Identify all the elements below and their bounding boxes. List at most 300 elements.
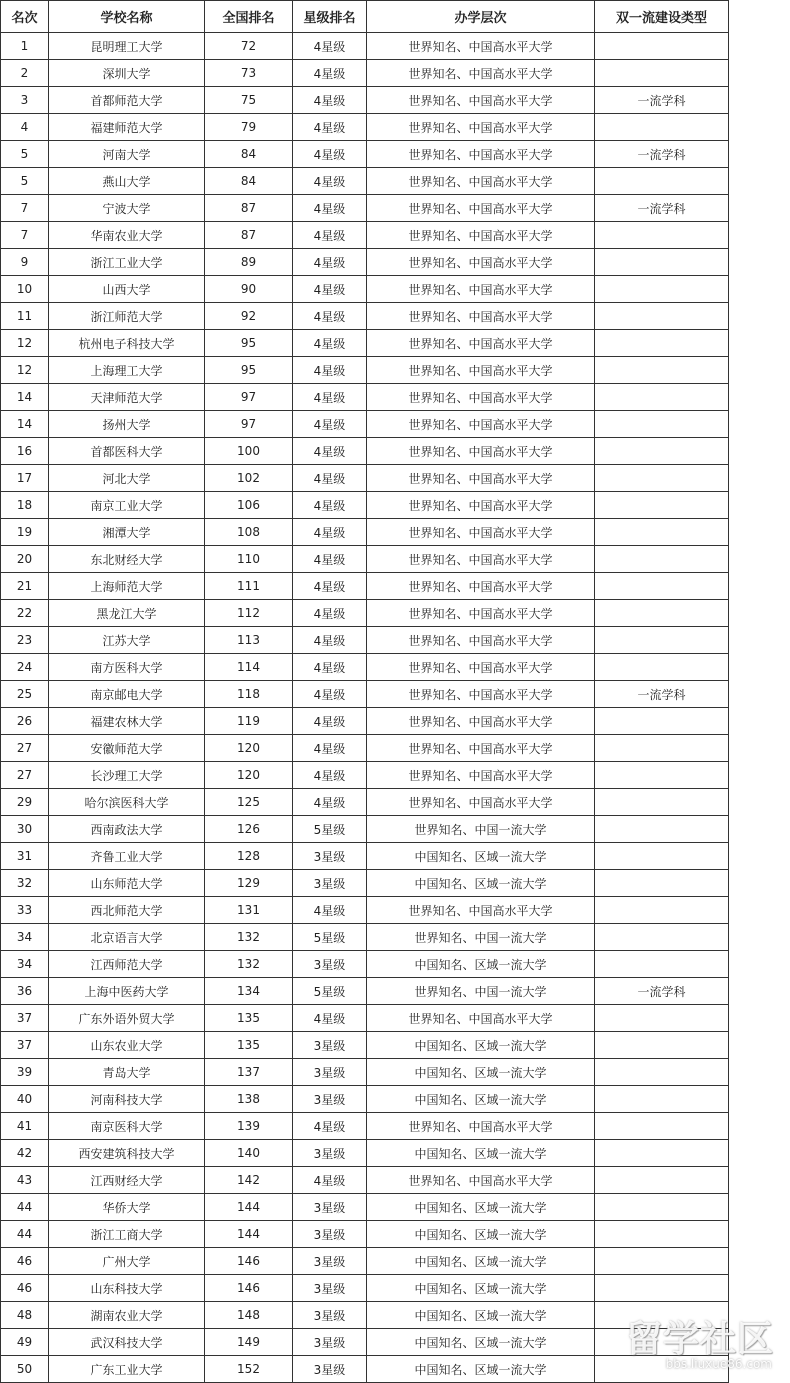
cell-rank: 34 (1, 951, 49, 978)
table-row (1, 573, 729, 600)
cell-rank: 9 (1, 249, 49, 276)
cell-rank: 11 (1, 303, 49, 330)
cell-star-rank: 4星级 (293, 87, 367, 114)
cell-star-rank: 4星级 (293, 1167, 367, 1194)
cell-star-rank: 4星级 (293, 168, 367, 195)
cell-national-rank: 125 (205, 789, 293, 816)
cell-school-name: 长沙理工大学 (49, 762, 205, 789)
cell-rank: 5 (1, 168, 49, 195)
cell-school-name: 山西大学 (49, 276, 205, 303)
cell-rank: 19 (1, 519, 49, 546)
cell-school-level: 中国知名、区域一流大学 (367, 1302, 595, 1329)
cell-school-level: 世界知名、中国高水平大学 (367, 897, 595, 924)
cell-school-level: 世界知名、中国高水平大学 (367, 168, 595, 195)
cell-star-rank: 4星级 (293, 681, 367, 708)
cell-school-level: 世界知名、中国高水平大学 (367, 600, 595, 627)
cell-star-rank: 4星级 (293, 546, 367, 573)
cell-national-rank: 132 (205, 924, 293, 951)
cell-double-first-class-type (595, 1356, 729, 1383)
cell-double-first-class-type (595, 843, 729, 870)
table-row (1, 357, 729, 384)
cell-school-level: 世界知名、中国一流大学 (367, 816, 595, 843)
cell-rank: 40 (1, 1086, 49, 1113)
table-row (1, 1275, 729, 1302)
table-row (1, 897, 729, 924)
cell-double-first-class-type: 一流学科 (595, 87, 729, 114)
cell-double-first-class-type (595, 762, 729, 789)
cell-school-name: 深圳大学 (49, 60, 205, 87)
cell-school-name: 燕山大学 (49, 168, 205, 195)
cell-school-level: 世界知名、中国高水平大学 (367, 60, 595, 87)
cell-school-level: 中国知名、区域一流大学 (367, 1275, 595, 1302)
cell-school-level: 世界知名、中国高水平大学 (367, 303, 595, 330)
cell-star-rank: 3星级 (293, 1329, 367, 1356)
cell-school-name: 安徽师范大学 (49, 735, 205, 762)
cell-national-rank: 119 (205, 708, 293, 735)
table-row (1, 438, 729, 465)
cell-school-name: 哈尔滨医科大学 (49, 789, 205, 816)
cell-school-name: 南方医科大学 (49, 654, 205, 681)
cell-school-name: 南京医科大学 (49, 1113, 205, 1140)
cell-double-first-class-type (595, 1167, 729, 1194)
cell-school-name: 西安建筑科技大学 (49, 1140, 205, 1167)
cell-school-level: 世界知名、中国高水平大学 (367, 87, 595, 114)
cell-rank: 42 (1, 1140, 49, 1167)
cell-school-name: 昆明理工大学 (49, 33, 205, 60)
cell-double-first-class-type (595, 168, 729, 195)
table-row (1, 195, 729, 222)
cell-rank: 17 (1, 465, 49, 492)
cell-rank: 33 (1, 897, 49, 924)
cell-national-rank: 97 (205, 384, 293, 411)
cell-school-name: 首都师范大学 (49, 87, 205, 114)
cell-school-level: 中国知名、区域一流大学 (367, 1032, 595, 1059)
cell-school-name: 黑龙江大学 (49, 600, 205, 627)
cell-school-level: 世界知名、中国高水平大学 (367, 465, 595, 492)
cell-school-level: 中国知名、区域一流大学 (367, 843, 595, 870)
table-row (1, 249, 729, 276)
cell-star-rank: 4星级 (293, 222, 367, 249)
cell-rank: 14 (1, 411, 49, 438)
cell-national-rank: 106 (205, 492, 293, 519)
cell-rank: 12 (1, 357, 49, 384)
cell-school-level: 世界知名、中国高水平大学 (367, 438, 595, 465)
cell-national-rank: 113 (205, 627, 293, 654)
cell-rank: 34 (1, 924, 49, 951)
cell-star-rank: 4星级 (293, 519, 367, 546)
cell-star-rank: 4星级 (293, 762, 367, 789)
cell-star-rank: 4星级 (293, 492, 367, 519)
cell-school-name: 湖南农业大学 (49, 1302, 205, 1329)
table-row (1, 735, 729, 762)
cell-national-rank: 144 (205, 1221, 293, 1248)
cell-national-rank: 138 (205, 1086, 293, 1113)
cell-rank: 27 (1, 735, 49, 762)
table-row (1, 816, 729, 843)
cell-rank: 12 (1, 330, 49, 357)
cell-national-rank: 134 (205, 978, 293, 1005)
cell-national-rank: 152 (205, 1356, 293, 1383)
cell-national-rank: 126 (205, 816, 293, 843)
cell-star-rank: 4星级 (293, 249, 367, 276)
cell-school-name: 福建农林大学 (49, 708, 205, 735)
cell-national-rank: 108 (205, 519, 293, 546)
cell-star-rank: 4星级 (293, 114, 367, 141)
cell-rank: 16 (1, 438, 49, 465)
cell-double-first-class-type (595, 546, 729, 573)
watermark-url: bbs.liuxue86.com (665, 1357, 772, 1371)
cell-rank: 36 (1, 978, 49, 1005)
cell-school-level: 世界知名、中国高水平大学 (367, 222, 595, 249)
cell-school-name: 扬州大学 (49, 411, 205, 438)
cell-school-name: 福建师范大学 (49, 114, 205, 141)
cell-star-rank: 4星级 (293, 1005, 367, 1032)
table-row (1, 60, 729, 87)
cell-rank: 7 (1, 222, 49, 249)
cell-rank: 10 (1, 276, 49, 303)
cell-rank: 32 (1, 870, 49, 897)
table-header-row (1, 1, 729, 33)
cell-star-rank: 3星级 (293, 1275, 367, 1302)
cell-school-level: 世界知名、中国高水平大学 (367, 654, 595, 681)
cell-school-name: 南京工业大学 (49, 492, 205, 519)
cell-national-rank: 129 (205, 870, 293, 897)
cell-rank: 24 (1, 654, 49, 681)
table-row (1, 168, 729, 195)
cell-double-first-class-type (595, 897, 729, 924)
cell-school-name: 武汉科技大学 (49, 1329, 205, 1356)
cell-star-rank: 4星级 (293, 303, 367, 330)
cell-double-first-class-type (595, 249, 729, 276)
table-row (1, 978, 729, 1005)
cell-rank: 44 (1, 1194, 49, 1221)
table-row (1, 1248, 729, 1275)
cell-national-rank: 135 (205, 1005, 293, 1032)
cell-school-name: 上海师范大学 (49, 573, 205, 600)
cell-school-level: 世界知名、中国高水平大学 (367, 492, 595, 519)
cell-school-level: 中国知名、区域一流大学 (367, 1221, 595, 1248)
cell-school-level: 中国知名、区域一流大学 (367, 1059, 595, 1086)
cell-rank: 43 (1, 1167, 49, 1194)
table-row (1, 411, 729, 438)
table-row (1, 654, 729, 681)
cell-double-first-class-type (595, 1302, 729, 1329)
cell-star-rank: 3星级 (293, 1356, 367, 1383)
cell-school-name: 华侨大学 (49, 1194, 205, 1221)
cell-school-name: 北京语言大学 (49, 924, 205, 951)
cell-national-rank: 79 (205, 114, 293, 141)
cell-star-rank: 4星级 (293, 276, 367, 303)
table-row (1, 1329, 729, 1356)
cell-school-name: 江西财经大学 (49, 1167, 205, 1194)
cell-rank: 41 (1, 1113, 49, 1140)
table-row (1, 303, 729, 330)
cell-double-first-class-type (595, 1194, 729, 1221)
cell-star-rank: 3星级 (293, 1086, 367, 1113)
table-row (1, 951, 729, 978)
cell-star-rank: 4星级 (293, 384, 367, 411)
table-row (1, 789, 729, 816)
cell-national-rank: 120 (205, 762, 293, 789)
cell-school-level: 中国知名、区域一流大学 (367, 1356, 595, 1383)
table-row (1, 1167, 729, 1194)
table-row (1, 1221, 729, 1248)
table-row (1, 1302, 729, 1329)
cell-school-level: 世界知名、中国高水平大学 (367, 1113, 595, 1140)
cell-double-first-class-type (595, 492, 729, 519)
cell-star-rank: 4星级 (293, 654, 367, 681)
cell-national-rank: 139 (205, 1113, 293, 1140)
cell-double-first-class-type (595, 816, 729, 843)
cell-national-rank: 110 (205, 546, 293, 573)
table-row (1, 681, 729, 708)
cell-rank: 29 (1, 789, 49, 816)
cell-star-rank: 5星级 (293, 924, 367, 951)
cell-rank: 1 (1, 33, 49, 60)
cell-school-level: 世界知名、中国一流大学 (367, 924, 595, 951)
cell-star-rank: 3星级 (293, 951, 367, 978)
header-school-level: 办学层次 (367, 1, 595, 33)
cell-school-level: 世界知名、中国高水平大学 (367, 249, 595, 276)
cell-school-level: 世界知名、中国高水平大学 (367, 330, 595, 357)
cell-school-name: 南京邮电大学 (49, 681, 205, 708)
cell-double-first-class-type (595, 708, 729, 735)
cell-school-level: 世界知名、中国高水平大学 (367, 735, 595, 762)
cell-double-first-class-type (595, 1086, 729, 1113)
table-row (1, 1005, 729, 1032)
cell-national-rank: 132 (205, 951, 293, 978)
cell-school-name: 广东外语外贸大学 (49, 1005, 205, 1032)
cell-star-rank: 3星级 (293, 1194, 367, 1221)
cell-rank: 14 (1, 384, 49, 411)
cell-star-rank: 4星级 (293, 897, 367, 924)
cell-national-rank: 118 (205, 681, 293, 708)
cell-double-first-class-type (595, 1275, 729, 1302)
cell-school-level: 中国知名、区域一流大学 (367, 870, 595, 897)
cell-double-first-class-type (595, 1221, 729, 1248)
cell-school-name: 齐鲁工业大学 (49, 843, 205, 870)
table-row (1, 222, 729, 249)
cell-double-first-class-type (595, 870, 729, 897)
cell-double-first-class-type (595, 573, 729, 600)
table-row (1, 1194, 729, 1221)
cell-rank: 26 (1, 708, 49, 735)
cell-double-first-class-type (595, 438, 729, 465)
cell-national-rank: 73 (205, 60, 293, 87)
table-row (1, 114, 729, 141)
cell-school-name: 上海理工大学 (49, 357, 205, 384)
cell-double-first-class-type (595, 789, 729, 816)
cell-rank: 44 (1, 1221, 49, 1248)
cell-star-rank: 4星级 (293, 438, 367, 465)
cell-double-first-class-type (595, 114, 729, 141)
cell-national-rank: 146 (205, 1248, 293, 1275)
cell-rank: 25 (1, 681, 49, 708)
table-row (1, 1140, 729, 1167)
cell-school-level: 世界知名、中国高水平大学 (367, 1167, 595, 1194)
cell-school-level: 世界知名、中国高水平大学 (367, 114, 595, 141)
cell-school-level: 世界知名、中国高水平大学 (367, 276, 595, 303)
cell-rank: 4 (1, 114, 49, 141)
header-rank: 名次 (1, 1, 49, 33)
cell-school-name: 广州大学 (49, 1248, 205, 1275)
cell-school-level: 世界知名、中国高水平大学 (367, 789, 595, 816)
cell-rank: 46 (1, 1275, 49, 1302)
table-row (1, 843, 729, 870)
cell-rank: 46 (1, 1248, 49, 1275)
cell-school-level: 中国知名、区域一流大学 (367, 1194, 595, 1221)
cell-national-rank: 75 (205, 87, 293, 114)
cell-star-rank: 3星级 (293, 870, 367, 897)
header-school-name: 学校名称 (49, 1, 205, 33)
cell-school-level: 世界知名、中国高水平大学 (367, 627, 595, 654)
cell-school-level: 世界知名、中国高水平大学 (367, 573, 595, 600)
cell-national-rank: 95 (205, 357, 293, 384)
cell-double-first-class-type (595, 330, 729, 357)
cell-rank: 48 (1, 1302, 49, 1329)
cell-school-level: 世界知名、中国高水平大学 (367, 384, 595, 411)
cell-rank: 2 (1, 60, 49, 87)
cell-rank: 49 (1, 1329, 49, 1356)
cell-rank: 18 (1, 492, 49, 519)
cell-double-first-class-type (595, 465, 729, 492)
cell-national-rank: 146 (205, 1275, 293, 1302)
cell-national-rank: 84 (205, 168, 293, 195)
cell-school-name: 西南政法大学 (49, 816, 205, 843)
cell-star-rank: 4星级 (293, 627, 367, 654)
cell-rank: 30 (1, 816, 49, 843)
cell-school-name: 浙江工业大学 (49, 249, 205, 276)
cell-star-rank: 3星级 (293, 1221, 367, 1248)
cell-national-rank: 90 (205, 276, 293, 303)
cell-double-first-class-type (595, 411, 729, 438)
cell-national-rank: 120 (205, 735, 293, 762)
cell-rank: 20 (1, 546, 49, 573)
cell-school-level: 世界知名、中国高水平大学 (367, 33, 595, 60)
cell-national-rank: 89 (205, 249, 293, 276)
cell-school-level: 中国知名、区域一流大学 (367, 1140, 595, 1167)
cell-double-first-class-type: 一流学科 (595, 978, 729, 1005)
cell-star-rank: 3星级 (293, 1032, 367, 1059)
cell-national-rank: 97 (205, 411, 293, 438)
cell-school-name: 宁波大学 (49, 195, 205, 222)
watermark-title: 留学社区 (625, 1319, 774, 1360)
cell-rank: 37 (1, 1005, 49, 1032)
table-row (1, 141, 729, 168)
cell-star-rank: 4星级 (293, 60, 367, 87)
table-row (1, 627, 729, 654)
cell-double-first-class-type (595, 1005, 729, 1032)
cell-school-level: 世界知名、中国高水平大学 (367, 1005, 595, 1032)
cell-double-first-class-type (595, 60, 729, 87)
cell-star-rank: 4星级 (293, 708, 367, 735)
table-row (1, 465, 729, 492)
cell-school-name: 东北财经大学 (49, 546, 205, 573)
cell-double-first-class-type: 一流学科 (595, 141, 729, 168)
header-double-first-class-type: 双一流建设类型 (595, 1, 729, 33)
cell-star-rank: 4星级 (293, 195, 367, 222)
cell-star-rank: 3星级 (293, 1140, 367, 1167)
cell-national-rank: 95 (205, 330, 293, 357)
cell-rank: 27 (1, 762, 49, 789)
cell-school-level: 世界知名、中国高水平大学 (367, 546, 595, 573)
cell-national-rank: 112 (205, 600, 293, 627)
table-row (1, 492, 729, 519)
cell-national-rank: 114 (205, 654, 293, 681)
table-row (1, 276, 729, 303)
cell-star-rank: 3星级 (293, 1059, 367, 1086)
cell-double-first-class-type: 一流学科 (595, 195, 729, 222)
cell-school-name: 江苏大学 (49, 627, 205, 654)
cell-rank: 7 (1, 195, 49, 222)
cell-star-rank: 4星级 (293, 1113, 367, 1140)
cell-national-rank: 142 (205, 1167, 293, 1194)
cell-double-first-class-type (595, 600, 729, 627)
cell-national-rank: 87 (205, 195, 293, 222)
cell-star-rank: 4星级 (293, 330, 367, 357)
table-row (1, 924, 729, 951)
cell-national-rank: 87 (205, 222, 293, 249)
cell-star-rank: 4星级 (293, 357, 367, 384)
cell-school-name: 西北师范大学 (49, 897, 205, 924)
cell-school-name: 华南农业大学 (49, 222, 205, 249)
cell-double-first-class-type (595, 654, 729, 681)
header-star-rank: 星级排名 (293, 1, 367, 33)
cell-double-first-class-type (595, 951, 729, 978)
cell-national-rank: 92 (205, 303, 293, 330)
cell-school-name: 天津师范大学 (49, 384, 205, 411)
cell-star-rank: 4星级 (293, 465, 367, 492)
cell-double-first-class-type (595, 1248, 729, 1275)
cell-school-level: 世界知名、中国高水平大学 (367, 519, 595, 546)
cell-national-rank: 140 (205, 1140, 293, 1167)
table-row (1, 1059, 729, 1086)
cell-school-level: 世界知名、中国高水平大学 (367, 141, 595, 168)
cell-national-rank: 137 (205, 1059, 293, 1086)
cell-school-name: 湘潭大学 (49, 519, 205, 546)
cell-school-name: 浙江师范大学 (49, 303, 205, 330)
table-row (1, 330, 729, 357)
cell-double-first-class-type (595, 519, 729, 546)
cell-double-first-class-type (595, 384, 729, 411)
cell-star-rank: 4星级 (293, 141, 367, 168)
cell-rank: 39 (1, 1059, 49, 1086)
table-row (1, 1086, 729, 1113)
cell-double-first-class-type (595, 627, 729, 654)
cell-double-first-class-type (595, 357, 729, 384)
cell-national-rank: 128 (205, 843, 293, 870)
cell-school-level: 中国知名、区域一流大学 (367, 951, 595, 978)
cell-rank: 37 (1, 1032, 49, 1059)
table-row (1, 1032, 729, 1059)
cell-school-name: 广东工业大学 (49, 1356, 205, 1383)
cell-star-rank: 5星级 (293, 816, 367, 843)
cell-star-rank: 4星级 (293, 573, 367, 600)
cell-star-rank: 4星级 (293, 33, 367, 60)
cell-school-name: 山东科技大学 (49, 1275, 205, 1302)
header-national-rank: 全国排名 (205, 1, 293, 33)
cell-national-rank: 111 (205, 573, 293, 600)
cell-school-name: 江西师范大学 (49, 951, 205, 978)
cell-school-level: 世界知名、中国高水平大学 (367, 762, 595, 789)
cell-national-rank: 148 (205, 1302, 293, 1329)
cell-star-rank: 3星级 (293, 1248, 367, 1275)
cell-school-name: 河南大学 (49, 141, 205, 168)
cell-school-level: 世界知名、中国高水平大学 (367, 195, 595, 222)
cell-star-rank: 4星级 (293, 735, 367, 762)
cell-national-rank: 131 (205, 897, 293, 924)
cell-rank: 21 (1, 573, 49, 600)
